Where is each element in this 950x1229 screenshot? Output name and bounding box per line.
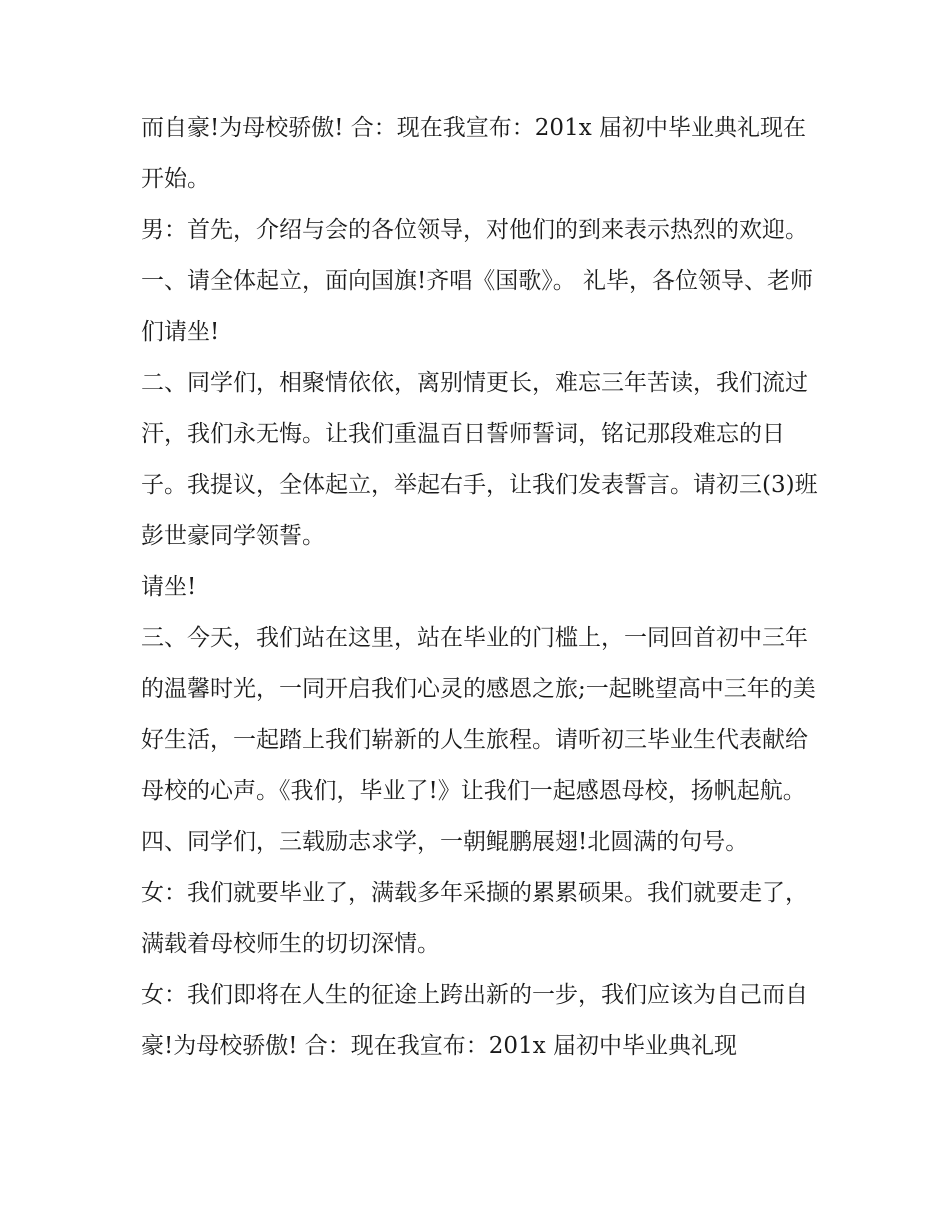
paragraph-gratitude: 三、今天，我们站在这里，站在毕业的门槛上，一同回首初中三年的温馨时光，一同开启我们心灵的感恩之旅;一起眺望高中三年的美好生活，一起踏上我们崭新的人生旅程。请听初三毕业生代表献给母校的心声。《我们，毕业了!》让我们一起感恩母校，扬帆起航。 <box>141 625 816 804</box>
paragraph-three-years: 四、同学们，三载励志求学，一朝鲲鹏展翅!北圆满的句号。 <box>141 829 749 855</box>
paragraph-female-new-step: 女：我们即将在人生的征途上跨出新的一步，我们应该为自己而自豪!为母校骄傲! 合：现在我宣布：201x 届初中毕业典礼现 <box>141 982 808 1059</box>
paragraph-opening-continuation: 而自豪!为母校骄傲! 合：现在我宣布：201x 届初中毕业典礼现在开始。 <box>141 115 806 192</box>
paragraph-please-sit: 请坐! <box>141 574 197 600</box>
paragraph-introduce-leaders: 男：首先，介绍与会的各位领导，对他们的到来表示热烈的欢迎。 一、请全体起立，面向国旗!齐唱《国歌》。 礼毕，各位领导、老师们请坐! <box>141 217 816 345</box>
document-body <box>141 103 821 1072</box>
paragraph-oath: 二、同学们，相聚情依依，离别情更长，难忘三年苦读，我们流过汗，我们永无悔。让我们重温百日誓师誓词，铭记那段难忘的日子。我提议，全体起立，举起右手，让我们发表誓言。请初三(3)班彭世豪同学领誓。 <box>141 370 818 549</box>
paragraph-female-graduation: 女：我们就要毕业了，满载多年采撷的累累硕果。我们就要走了，满载着母校师生的切切深情。 <box>141 880 808 957</box>
